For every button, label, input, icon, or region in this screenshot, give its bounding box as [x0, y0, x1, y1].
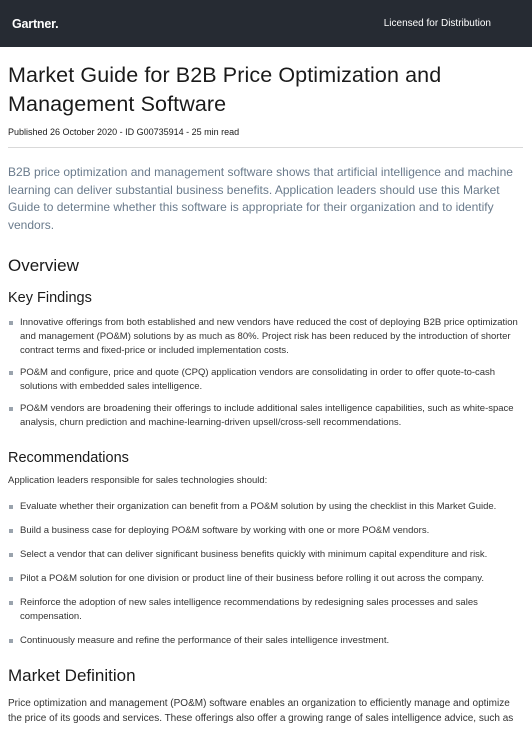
list-item-text: Evaluate whether their organization can benefit from a PO&M solution by using the checklist in this Market Guide.: [20, 501, 497, 512]
recommendations-heading: Recommendations: [8, 450, 129, 466]
page-title-line-2: Management Software: [8, 92, 227, 116]
list-item: [8, 524, 523, 538]
list-item-text: PO&M vendors are broadening their offerings to include additional sales intelligence capabilities, such as white-space analysis, churn prediction and machine-learning-driven upsell/cross-sell recommendations.: [20, 403, 514, 428]
key-findings-heading: Key Findings: [8, 290, 92, 306]
top-bar: [0, 0, 532, 47]
bullet-icon: [9, 601, 13, 605]
gartner-logo[interactable]: Gartner.: [12, 16, 59, 31]
summary-text: B2B price optimization and management software shows that artificial intelligence and machine learning can deliver substantial business benefits. Application leaders should use this Market Guide to determine whether this software is appropriate for their organization and to identify vendors.: [8, 165, 513, 232]
list-item-text: Pilot a PO&M solution for one division or product line of their business before rolling it out across the company.: [20, 573, 484, 584]
market-definition-text: Price optimization and management (PO&M) software enables an organization to efficiently manage and optimize the price of its goods and services. These offerings also offer a growing range of sales intelligence advice, such as: [8, 698, 514, 724]
bullet-icon: [9, 577, 13, 581]
key-findings-list: [8, 316, 523, 430]
list-item-text: Innovative offerings from both established and new vendors have reduced the cost of deploying B2B price optimization and management (PO&M) solutions by as much as 80%. Project risk has been reduced by the introduction of shorter contract terms and fixed-price or included implementation costs.: [20, 317, 518, 356]
list-item: [8, 634, 523, 648]
list-item: [8, 366, 523, 394]
list-item: [8, 500, 523, 514]
page-title-line-1: Market Guide for B2B Price Optimization and: [8, 63, 442, 87]
list-item: [8, 596, 523, 624]
list-item-text: Reinforce the adoption of new sales intelligence recommendations by redesigning sales processes and sales compensation.: [20, 597, 478, 622]
bullet-icon: [9, 529, 13, 533]
list-item: [8, 402, 523, 430]
list-item: [8, 548, 523, 562]
publication-meta: Published 26 October 2020 - ID G00735914 - 25 min read: [8, 127, 240, 137]
recommendations-intro: Application leaders responsible for sales technologies should:: [8, 475, 268, 486]
bullet-icon: [9, 553, 13, 557]
bullet-icon: [9, 321, 13, 325]
document-content: [0, 61, 532, 726]
list-item-text: Build a business case for deploying PO&M software by working with one or more PO&M vendors.: [20, 525, 430, 536]
list-item: [8, 572, 523, 586]
list-item-text: Continuously measure and refine the performance of their sales intelligence investment.: [20, 635, 390, 646]
bullet-icon: [9, 639, 13, 643]
recommendations-list: [8, 500, 523, 648]
market-definition-heading: Market Definition: [8, 666, 136, 685]
bullet-icon: [9, 505, 13, 509]
page-title: [8, 61, 523, 119]
bullet-icon: [9, 371, 13, 375]
list-item: [8, 316, 523, 358]
bullet-icon: [9, 407, 13, 411]
list-item-text: Select a vendor that can deliver significant business benefits quickly with minimum capital expenditure and risk.: [20, 549, 488, 560]
overview-heading: Overview: [8, 256, 79, 275]
license-label: Licensed for Distribution: [383, 18, 491, 29]
divider: [8, 147, 523, 148]
list-item-text: PO&M and configure, price and quote (CPQ) application vendors are consolidating in order to offer quote-to-cash solutions with embedded sales intelligence.: [20, 367, 496, 392]
